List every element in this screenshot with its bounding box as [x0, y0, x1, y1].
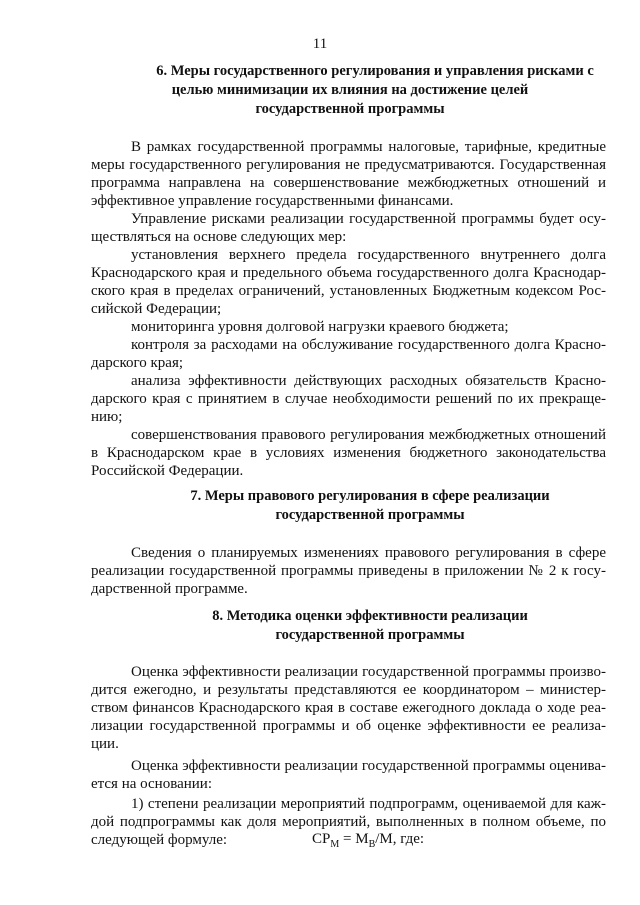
paragraph-line: Краснодарского края и предельного объема государственного долга Краснодар- [91, 265, 606, 281]
paragraph-line: дарского края; [91, 355, 184, 371]
section8-title-line-2: государственной программы [275, 627, 465, 643]
paragraph-line: дарского края с принятием в случае необходимости решений по их прекраще- [91, 391, 606, 407]
paragraph-line: дарственной программе. [91, 581, 248, 597]
paragraph-line: ется на основании: [91, 776, 212, 792]
paragraph-line: контроля за расходами на обслуживание государственного долга Красно- [131, 337, 606, 353]
paragraph-line: лизации государственной программы и об оценке эффективности ее реализа- [91, 718, 606, 734]
paragraph-line: сийской Федерации; [91, 301, 222, 317]
paragraph-line: меры государственного регулирования не предусматриваются. Государственная [91, 157, 606, 173]
section6-title-line-2: целью минимизации их влияния на достижение целей [171, 82, 529, 98]
paragraph-line: анализа эффективности действующих расходных обязательств Красно- [131, 373, 606, 389]
paragraph-line: эффективное управление государственными финансами. [91, 193, 454, 209]
formula-tail: /М, где: [375, 831, 425, 847]
section7-title-line-2: государственной программы [275, 507, 465, 523]
paragraph-line: Сведения о планируемых изменениях правового регулирования в сфере [131, 545, 606, 561]
paragraph-line: В рамках государственной программы налоговые, тарифные, кредитные [131, 139, 606, 155]
section7-title-line-1: 7. Меры правового регулирования в сфере реализации [190, 488, 550, 504]
formula-equals: = М [339, 831, 369, 847]
formula-rhs-subscript: В [368, 839, 376, 850]
paragraph-line: Российской Федерации. [91, 463, 244, 479]
paragraph-line: реализации государственной программы приведены в приложении № 2 к госу- [91, 563, 606, 579]
paragraph-line: Управление рисками реализации государственной программы будет осу- [131, 211, 606, 227]
paragraph-line: ского края в пределах ограничений, установленных Бюджетным кодексом Рос- [91, 283, 606, 299]
paragraph-line: ществляться на основе следующих мер: [91, 229, 347, 245]
paragraph-line: дится ежегодно, и результаты представляются ее координатором – министер- [91, 682, 606, 698]
paragraph-line: Оценка эффективности реализации государственной программы произво- [131, 664, 606, 680]
paragraph-line: нию; [91, 409, 123, 425]
paragraph-line: 1) степени реализации мероприятий подпрограмм, оцениваемой для каж- [131, 796, 606, 812]
paragraph-line: мониторинга уровня долговой нагрузки краевого бюджета; [131, 319, 509, 335]
paragraph-line: ции. [91, 736, 119, 752]
paragraph-line: ством финансов Краснодарского края в составе ежегодного доклада о ходе реа- [91, 700, 606, 716]
formula [312, 831, 424, 850]
section8-title-line-1: 8. Методика оценки эффективности реализации [212, 608, 528, 624]
section6-title-line-1: 6. Меры государственного регулирования и управления рисками с [156, 63, 594, 79]
paragraph-line: следующей формуле: [91, 832, 228, 848]
paragraph-line: установления верхнего предела государственного внутреннего долга [131, 247, 606, 263]
paragraph-line: в Краснодарском крае в условиях изменения бюджетного законодательства [91, 445, 606, 461]
paragraph-line: программа направлена на совершенствование межбюджетных отношений и [91, 175, 606, 191]
paragraph-line: совершенствования правового регулирования межбюджетных отношений [131, 427, 606, 443]
formula-lhs: СР [312, 831, 331, 847]
page-number: 11 [312, 36, 328, 52]
formula-lhs-subscript: М [330, 839, 340, 850]
section6-title-line-3: государственной программы [255, 101, 445, 117]
paragraph-line: дой подпрограммы как доля мероприятий, выполненных в полном объеме, по [91, 814, 606, 830]
paragraph-line: Оценка эффективности реализации государственной программы оценива- [131, 758, 606, 774]
